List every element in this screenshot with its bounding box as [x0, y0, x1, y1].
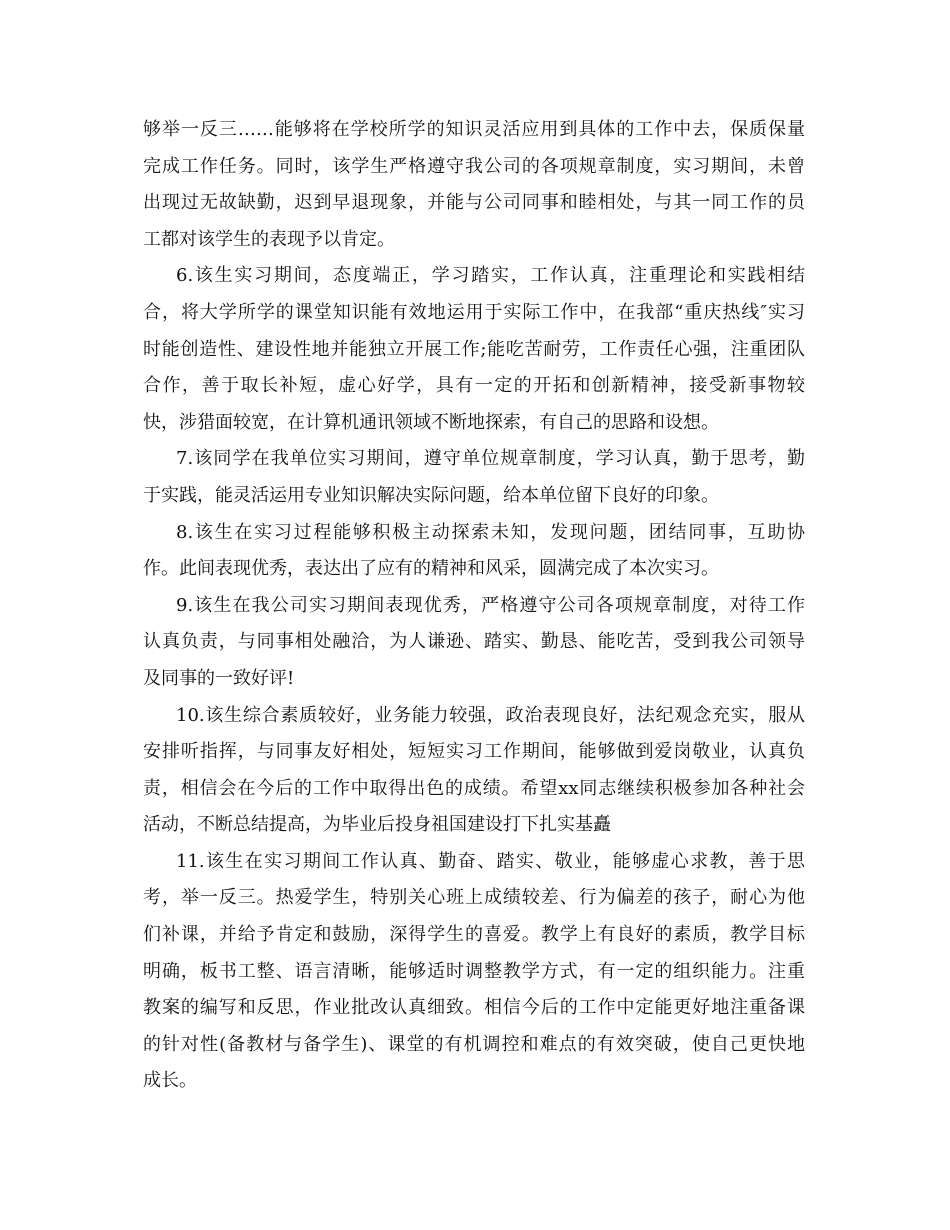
paragraph-line: 10.该生综合素质较好，业务能力较强，政治表现良好，法纪观念充实，服从: [176, 704, 805, 726]
paragraph-9: [143, 588, 805, 698]
paragraph-11: [143, 844, 805, 1100]
paragraph-line: 责，相信会在今后的工作中取得出色的成绩。希望xx同志继续积极参加各种社会: [143, 777, 805, 799]
paragraph-line: 出现过无故缺勤，迟到早退现象，并能与公司同事和睦相处，与其一同工作的员: [143, 192, 805, 214]
paragraph-line: 11.该生在实习期间工作认真、勤奋、踏实、敬业，能够虚心求教，善于思: [176, 850, 805, 872]
paragraph-line: 及同事的一致好评!: [143, 667, 295, 689]
paragraph-line: 作。此间表现优秀，表达出了应有的精神和风采，圆满完成了本次实习。: [143, 558, 719, 580]
paragraph-line: 的针对性(备教材与备学生)、课堂的有机调控和难点的有效突破，使自己更快地: [143, 1033, 805, 1055]
paragraph-line: 9.该生在我公司实习期间表现优秀，严格遵守公司各项规章制度，对待工作: [176, 594, 805, 616]
paragraph-line: 8.该生在实习过程能够积极主动探索未知，发现问题，团结同事，互助协: [176, 521, 805, 543]
paragraph-continued: [143, 112, 805, 258]
paragraph-6: [143, 258, 805, 441]
paragraph-10: [143, 698, 805, 844]
document-page: [143, 112, 805, 1100]
paragraph-line: 教案的编写和反思，作业批改认真细致。相信今后的工作中定能更好地注重备课: [143, 997, 805, 1019]
paragraph-line: 合作，善于取长补短，虚心好学，具有一定的开拓和创新精神，接受新事物较: [143, 375, 805, 397]
paragraph-line: 明确，板书工整、语言清晰，能够适时调整教学方式，有一定的组织能力。注重: [143, 960, 805, 982]
paragraph-line: 够举一反三……能够将在学校所学的知识灵活应用到具体的工作中去，保质保量: [143, 119, 805, 140]
paragraph-line: 时能创造性、建设性地并能独立开展工作;能吃苦耐劳，工作责任心强，注重团队: [143, 338, 805, 360]
paragraph-line: 考，举一反三。热爱学生，特别关心班上成绩较差、行为偏差的孩子，耐心为他: [143, 887, 805, 909]
paragraph-line: 快，涉猎面较宽，在计算机通讯领域不断地探索，有自己的思路和设想。: [143, 411, 719, 433]
paragraph-line: 合，将大学所学的课堂知识能有效地运用于实际工作中，在我部“重庆热线″实习: [143, 301, 805, 323]
paragraph-line: 7.该同学在我单位实习期间，遵守单位规章制度，学习认真，勤于思考，勤: [176, 448, 805, 470]
paragraph-line: 于实践，能灵活运用专业知识解决实际问题，给本单位留下良好的印象。: [143, 484, 719, 506]
paragraph-line: 成长。: [143, 1070, 197, 1092]
paragraph-7: [143, 441, 805, 514]
paragraph-line: 安排听指挥，与同事友好相处，短短实习工作期间，能够做到爱岗敬业，认真负: [143, 741, 805, 763]
paragraph-line: 认真负责，与同事相处融洽，为人谦逊、踏实、勤恳、能吃苦，受到我公司领导: [143, 631, 805, 653]
paragraph-line: 完成工作任务。同时，该学生严格遵守我公司的各项规章制度，实习期间，未曾: [143, 155, 805, 177]
paragraph-line: 6.该生实习期间，态度端正，学习踏实，工作认真，注重理论和实践相结: [176, 265, 805, 287]
paragraph-line: 工都对该学生的表现予以肯定。: [143, 228, 395, 250]
paragraph-line: 们补课，并给予肯定和鼓励，深得学生的喜爱。教学上有良好的素质，教学目标: [143, 924, 805, 946]
paragraph-8: [143, 515, 805, 588]
paragraph-line: 活动，不断总结提高，为毕业后投身祖国建设打下扎实基矗: [143, 814, 611, 836]
